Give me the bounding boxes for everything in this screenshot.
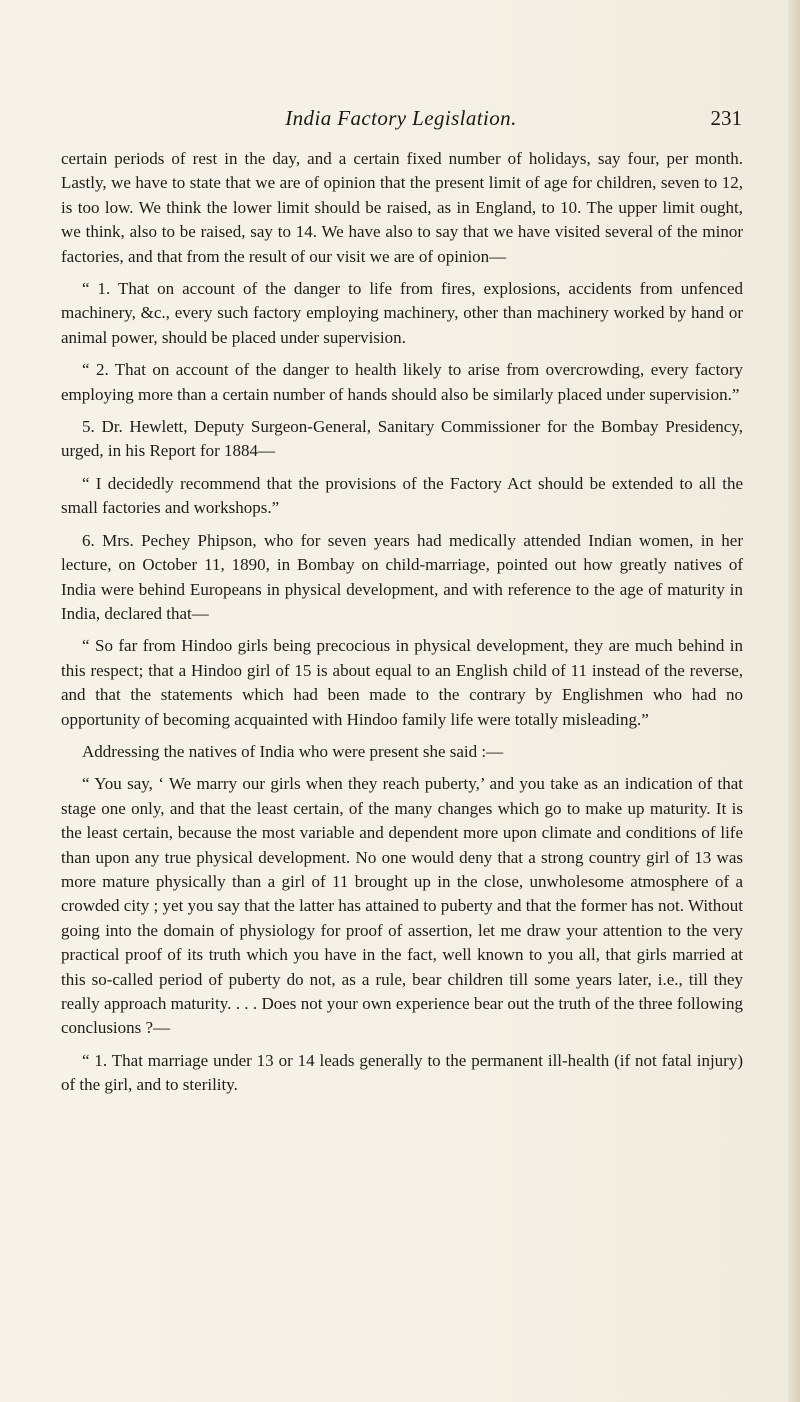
paragraph-section-6: 6. Mrs. Pechey Phipson, who for seven years had medically attended Indian women, in her lecture, on October 11, 1890, in Bombay on child-marriage, pointed out how greatly natives of India were behind Europeans in physical development, and with reference to the age of maturity in India, declared that— (61, 530, 743, 623)
paragraph-section-5: 5. Dr. Hewlett, Deputy Surgeon-General, Sanitary Commissioner for the Bombay Presidency, urged, in his Report for 1884— (61, 417, 743, 461)
quote-point-1: “ 1. That on account of the danger to life from fires, explosions, accidents from unfenced machinery, &c., every such factory employing machinery, other than machinery worked by hand or animal power, should be placed under supervision. (61, 279, 743, 347)
quote-point-2: “ 2. That on account of the danger to health likely to arise from overcrowding, every factory employing more than a certain number of hands should also be similarly placed under supervision.” (61, 360, 743, 404)
page-number: 231 (710, 106, 742, 130)
quote-conclusion-1: “ 1. That marriage under 13 or 14 leads generally to the permanent ill-health (if not fatal injury) of the girl, and to sterility. (61, 1050, 743, 1095)
paragraph-continuation: certain periods of rest in the day, and a certain fixed number of holidays, say four, per month. Lastly, we have to state that we are of opinion that the present limit of age for children, seven to 12, is too low. We think the lower limit should be raised, as in England, to 10. The upper limit ought, we think, also to be raised, say to 14. We have also to say that we have visited several of the minor factories, and that from the result of our visit we are of opinion— (61, 149, 743, 266)
page-body (61, 147, 743, 1106)
page-edge (788, 0, 800, 1402)
page-header (60, 106, 742, 136)
quote-hewlett: “ I decidedly recommend that the provisions of the Factory Act should be extended to all the small factories and workshops.” (61, 473, 743, 518)
paragraph-addressing: Addressing the natives of India who were present she said :— (82, 741, 504, 761)
quote-phipson: “ So far from Hindoo girls being precocious in physical development, they are much behind in this respect; that a Hindoo girl of 15 is about equal to an English child of 11 instead of the reverse, and that the statements which had been made to the contrary by Englishmen who had no opportunity of becoming acquainted with Hindoo family life were totally misleading.” (61, 636, 743, 729)
running-title: India Factory Legislation. (285, 106, 517, 130)
quote-you-say: “ You say, ‘ We marry our girls when they reach puberty,’ and you take as an indication of that stage one only, and that the least certain, of the many changes which go to make up maturity. It is the least certain, because the most variable and dependent more upon climate and conditions of life than upon any true physical development. No one would deny that a strong country girl of 13 was more mature physically than a girl of 11 brought up in the close, unwholesome atmosphere of a crowded city ; yet you say that the latter has attained to puberty and that the former has not. Without going into the domain of physiology for proof of assertion, let me draw your attention to the very practical proof of its truth which you have in the fact, well known to you all, that girls married at this so-called period of puberty do not, as a rule, bear children till some years later, i.e., till they really approach maturity. . . . Does not your own experience bear out the truth of the three following conclusions ?— (61, 774, 743, 1038)
